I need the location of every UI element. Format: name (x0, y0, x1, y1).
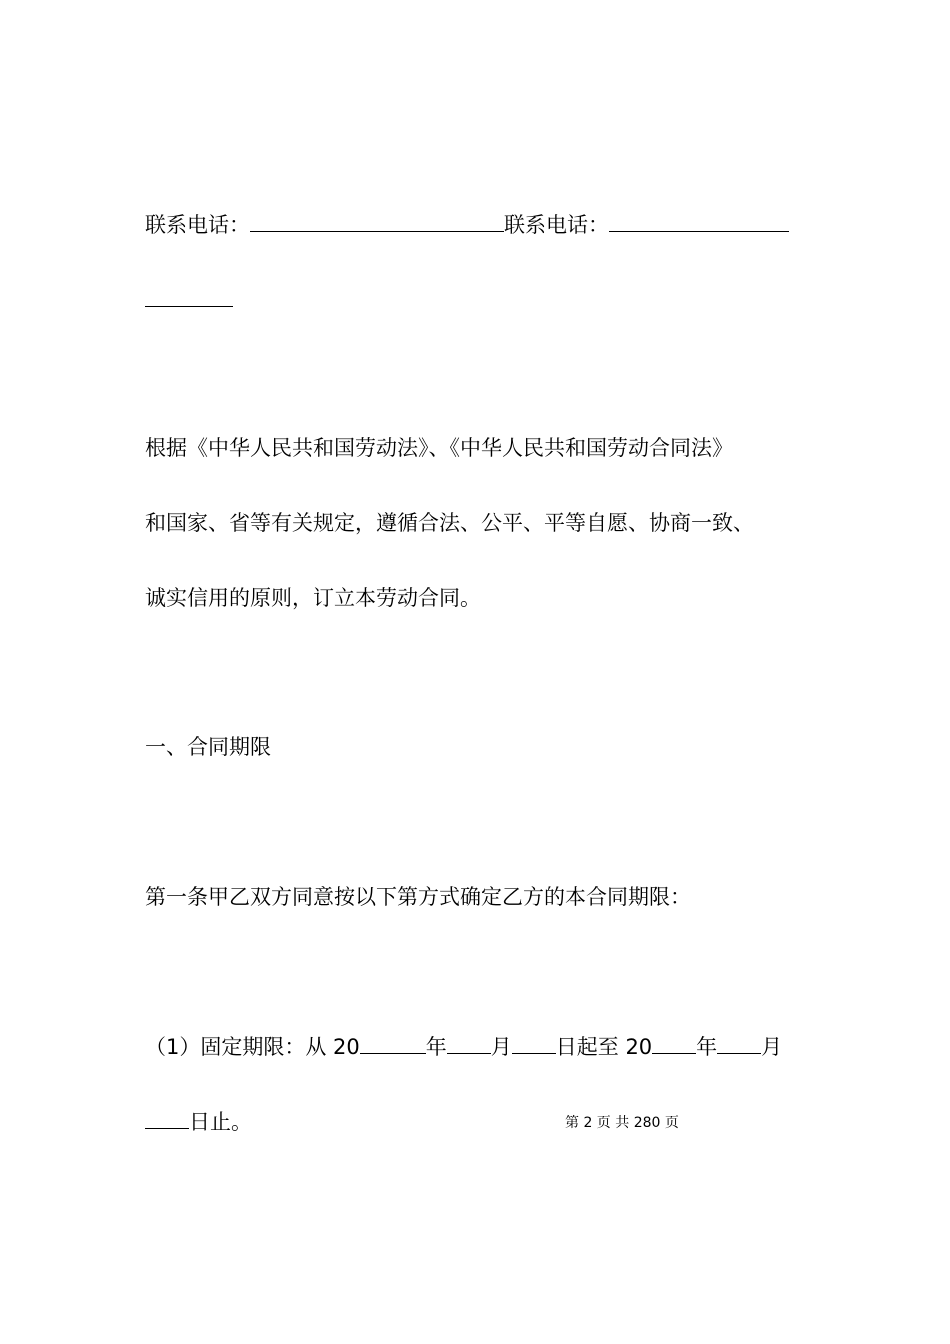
fixed-term-prefix: （1）固定期限：从 20 (145, 1035, 360, 1059)
start-year-blank (360, 1031, 426, 1054)
intro-line-1: 根据《中华人民共和国劳动法》、《中华人民共和国劳动合同法》 (145, 436, 733, 460)
contact-phone-blank-continuation (145, 284, 233, 307)
start-day-label: 日起至 20 (555, 1035, 653, 1059)
contact-label-b: 联系电话： (504, 213, 609, 237)
start-month-label: 月 (490, 1035, 512, 1059)
page-number-footer: 第 2 页 共 280 页 (565, 1115, 679, 1131)
contact-label-a: 联系电话： (145, 213, 250, 237)
start-month-blank (447, 1031, 491, 1054)
start-day-blank (512, 1031, 556, 1054)
end-month-label: 月 (761, 1035, 783, 1059)
contact-line (145, 209, 789, 240)
section-heading-contract-term: 一、合同期限 (145, 735, 271, 759)
end-year-label: 年 (696, 1035, 718, 1059)
intro-line-3: 诚实信用的原则，订立本劳动合同。 (145, 586, 481, 610)
fixed-term-line (145, 1031, 782, 1062)
intro-line-2: 和国家、省等有关规定，遵循合法、公平、平等自愿、协商一致、 (145, 511, 754, 535)
fixed-term-line-continuation (145, 1106, 252, 1137)
end-year-blank (652, 1031, 696, 1054)
end-day-label: 日止。 (189, 1110, 252, 1134)
start-year-label: 年 (425, 1035, 447, 1059)
end-month-blank (717, 1031, 761, 1054)
contact-line-continuation (145, 284, 233, 315)
contact-phone-blank-b (609, 209, 789, 232)
end-day-blank (145, 1106, 189, 1129)
article-one: 第一条甲乙双方同意按以下第方式确定乙方的本合同期限： (145, 885, 691, 909)
contact-phone-blank-a (250, 209, 504, 232)
